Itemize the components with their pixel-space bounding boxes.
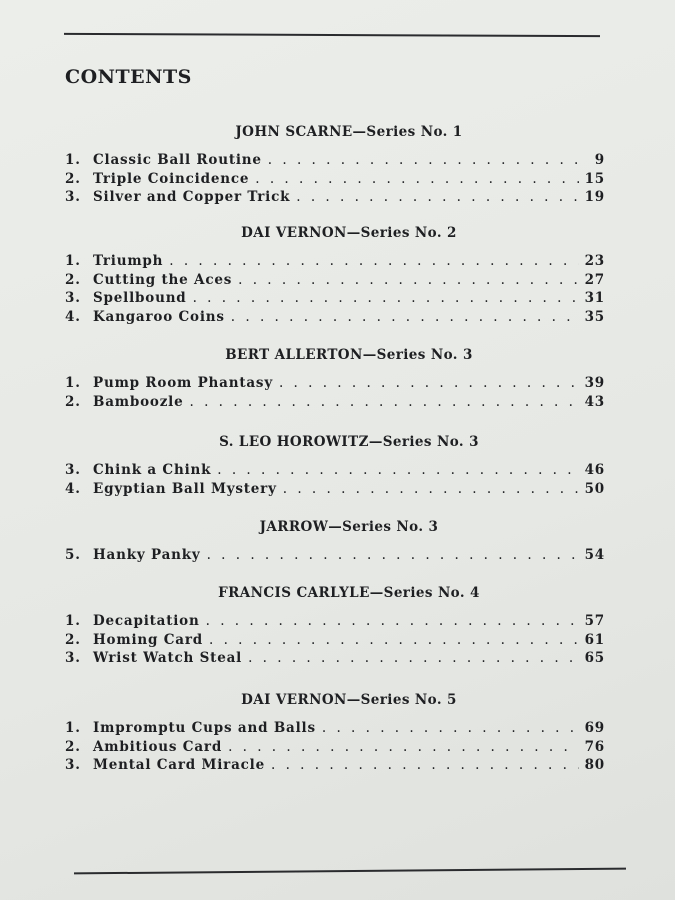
- entry-number: 2.: [65, 631, 81, 648]
- page-number: 19: [584, 189, 605, 205]
- entry-title: Mental Card Miracle: [93, 757, 265, 773]
- dot-leader: [248, 650, 579, 666]
- entry-number: 2.: [65, 738, 81, 755]
- page-number: 54: [584, 547, 605, 563]
- page-number: 31: [584, 290, 605, 306]
- toc-section: [65, 519, 605, 566]
- entry-title: Triumph: [93, 253, 164, 269]
- entry-title: Kangaroo Coins: [93, 308, 225, 325]
- entry-title: Impromptu Cups and Balls: [93, 720, 316, 736]
- toc-entry: [65, 757, 605, 776]
- entry-number: 3.: [65, 462, 81, 478]
- dot-leader: [279, 375, 579, 391]
- toc-entry: [65, 481, 605, 500]
- section-heading: BERT ALLERTON—Series No. 3: [225, 347, 473, 363]
- section-heading: DAI VERNON—Series No. 5: [241, 692, 457, 708]
- entry-title: Cutting the Aces: [93, 271, 233, 288]
- entry-number: 3.: [65, 650, 81, 666]
- entry-number: 2.: [65, 271, 81, 288]
- page-number: 35: [584, 308, 605, 325]
- dot-leader: [255, 171, 578, 187]
- dot-leader: [238, 272, 578, 288]
- entry-number: 1.: [65, 375, 81, 391]
- entry-number: 2.: [65, 170, 81, 187]
- page-number: 61: [584, 631, 605, 648]
- toc-entry: [65, 253, 605, 272]
- toc-section: [65, 347, 605, 412]
- bottom-rule: [74, 868, 626, 875]
- entry-title: Egyptian Ball Mystery: [93, 480, 277, 497]
- page-number: 9: [594, 152, 605, 168]
- page-title: CONTENTS: [65, 66, 192, 88]
- dot-leader: [217, 462, 578, 478]
- page-number: 39: [584, 375, 605, 391]
- dot-leader: [322, 720, 579, 736]
- entry-number: 2.: [65, 393, 81, 410]
- entry-number: 3.: [65, 189, 81, 205]
- dot-leader: [283, 481, 579, 497]
- dot-leader: [296, 189, 578, 205]
- entry-number: 4.: [65, 480, 81, 497]
- toc-section: [65, 124, 605, 208]
- dot-leader: [268, 152, 581, 168]
- dot-leader: [207, 547, 579, 563]
- page-number: 46: [584, 462, 605, 478]
- top-rule: [64, 33, 600, 37]
- dot-leader: [228, 739, 579, 755]
- page-number: 65: [584, 650, 605, 666]
- dot-leader: [169, 253, 578, 269]
- section-heading: DAI VERNON—Series No. 2: [241, 225, 457, 241]
- section-heading: JARROW—Series No. 3: [259, 519, 439, 535]
- entry-title: Homing Card: [93, 631, 203, 648]
- entry-title: Triple Coincidence: [93, 170, 250, 187]
- page-number: 57: [584, 613, 605, 629]
- page-number: 69: [584, 720, 605, 736]
- toc-entry: [65, 309, 605, 328]
- dot-leader: [206, 613, 579, 629]
- entry-title: Chink a Chink: [93, 462, 212, 478]
- entry-number: 1.: [65, 720, 81, 736]
- page-number: 43: [584, 393, 605, 410]
- toc-entry: [65, 613, 605, 632]
- entry-number: 1.: [65, 253, 81, 269]
- dot-leader: [193, 290, 579, 306]
- entry-title: Wrist Watch Steal: [93, 650, 243, 666]
- toc-entry: [65, 720, 605, 739]
- entry-title: Pump Room Phantasy: [93, 375, 273, 391]
- section-heading: FRANCIS CARLYLE—Series No. 4: [218, 585, 480, 601]
- toc-entry: [65, 152, 605, 171]
- entry-number: 3.: [65, 290, 81, 306]
- toc-entry: [65, 394, 605, 413]
- toc-entry: [65, 290, 605, 309]
- toc-section: [65, 225, 605, 327]
- dot-leader: [189, 394, 578, 410]
- page-number: 27: [584, 271, 605, 288]
- page-number: 76: [584, 738, 605, 755]
- entry-title: Hanky Panky: [93, 547, 201, 563]
- toc-entry: [65, 189, 605, 208]
- toc-entry: [65, 375, 605, 394]
- toc-entry: [65, 272, 605, 291]
- toc-section: [65, 692, 605, 776]
- toc-entry: [65, 171, 605, 190]
- page-number: 15: [584, 170, 605, 187]
- entry-title: Ambitious Card: [93, 738, 223, 755]
- toc-entry: [65, 632, 605, 651]
- toc-entry: [65, 462, 605, 481]
- toc-entry: [65, 547, 605, 566]
- page-number: 80: [584, 757, 605, 773]
- entry-number: 3.: [65, 757, 81, 773]
- section-heading: JOHN SCARNE—Series No. 1: [235, 124, 463, 140]
- entry-title: Classic Ball Routine: [93, 152, 262, 168]
- dot-leader: [209, 632, 579, 648]
- toc-section: [65, 585, 605, 669]
- entry-title: Spellbound: [93, 290, 187, 306]
- dot-leader: [231, 309, 579, 325]
- entry-number: 4.: [65, 308, 81, 325]
- entry-title: Bamboozle: [93, 393, 184, 410]
- section-heading: S. LEO HOROWITZ—Series No. 3: [219, 434, 479, 450]
- entry-number: 1.: [65, 613, 81, 629]
- entry-title: Silver and Copper Trick: [93, 189, 291, 205]
- page-number: 50: [584, 480, 605, 497]
- toc-section: [65, 434, 605, 499]
- toc-entry: [65, 739, 605, 758]
- entry-number: 1.: [65, 152, 81, 168]
- page-number: 23: [584, 253, 605, 269]
- entry-title: Decapitation: [93, 613, 200, 629]
- dot-leader: [271, 757, 579, 773]
- entry-number: 5.: [65, 547, 81, 563]
- toc-entry: [65, 650, 605, 669]
